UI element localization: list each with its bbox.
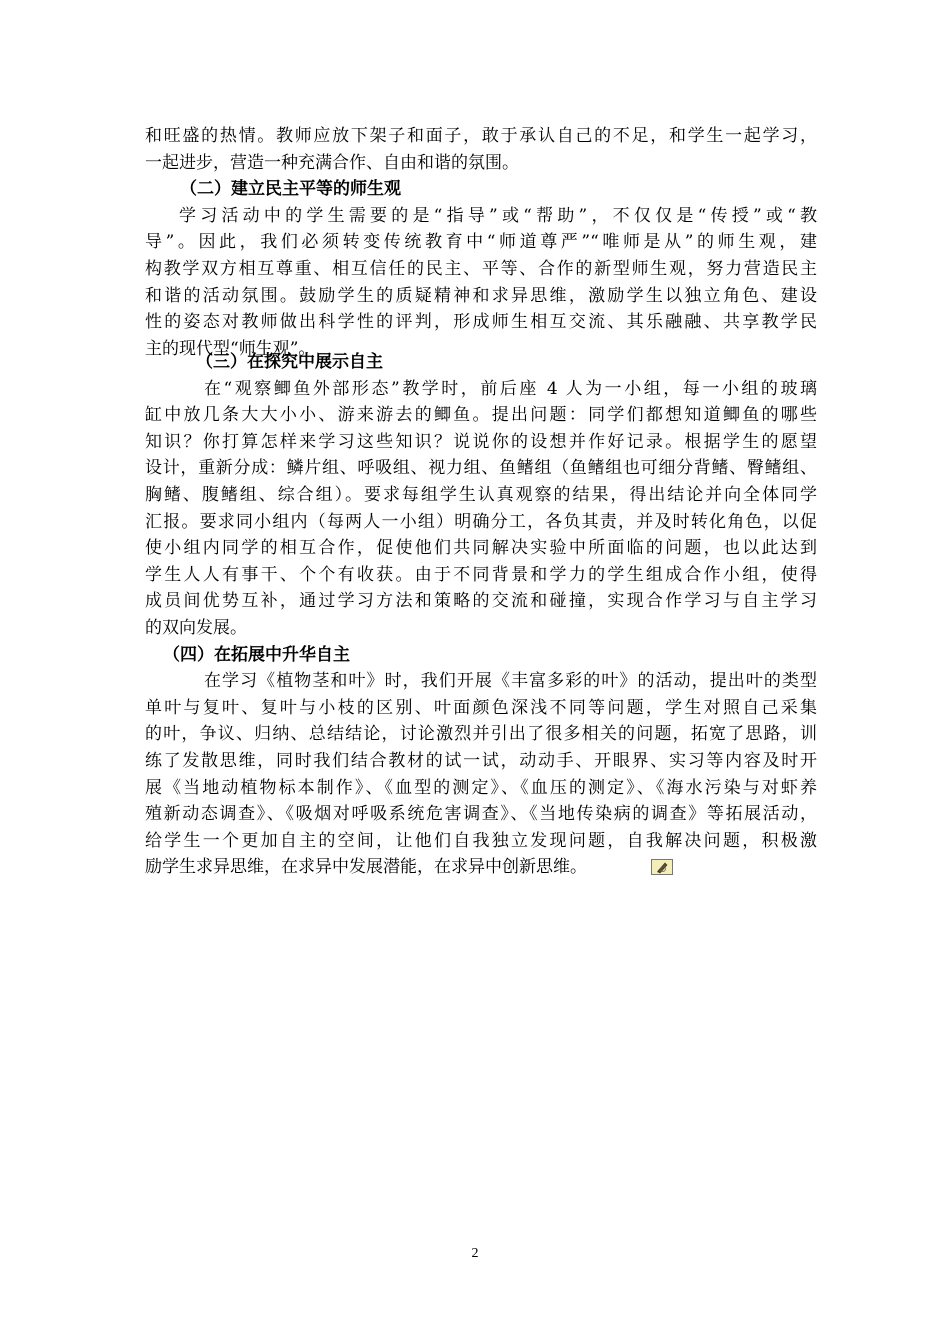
- page-number: 2: [471, 1246, 479, 1261]
- paragraph-line: 学习活动中的学生需要的是“指导”或“帮助”，不仅仅是“传授”或“教: [179, 206, 817, 226]
- paragraph-line: 导”。因此，我们必须转变传统教育中“师道尊严”“唯师是从”的师生观，建: [145, 232, 817, 252]
- paragraph-line: 和旺盛的热情。教师应放下架子和面子，敢于承认自己的不足，和学生一起学习，: [145, 126, 817, 146]
- paragraph-line: 使小组内同学的相互合作，促使他们共同解决实验中所面临的问题，也以此达到: [145, 538, 817, 559]
- paragraph-line: 和谐的活动氛围。鼓励学生的质疑精神和求异思维，激励学生以独立角色、建设: [145, 286, 817, 306]
- paragraph-line: 主的现代型“师生观”。: [145, 339, 316, 359]
- paragraph-line: 的双向发展。: [145, 618, 247, 638]
- paragraph-line: 一起进步，营造一种充满合作、自由和谐的氛围。: [145, 153, 519, 173]
- paragraph-line: 构教学双方相互尊重、相互信任的民主、平等、合作的新型师生观，努力营造民主: [145, 259, 817, 279]
- paragraph-line: 练了发散思维，同时我们结合教材的试一试，动动手、开眼界、实习等内容及时开: [145, 751, 817, 771]
- paragraph-line: 在“观察鲫鱼外部形态”教学时，前后座 4 人为一小组，每一小组的玻璃: [204, 378, 817, 399]
- paragraph-line: 汇报。要求同小组内（每两人一小组）明确分工，各负其责，并及时转化角色，以促: [145, 511, 817, 532]
- paragraph-line: 性的姿态对教师做出科学性的评判，形成师生相互交流、其乐融融、共享教学民: [145, 312, 817, 332]
- section-heading-2: （二）建立民主平等的师生观: [180, 179, 401, 199]
- paragraph-line: 展《当地动植物标本制作》、《血型的测定》、《血压的测定》、《海水污染与对虾养: [145, 777, 817, 798]
- edit-note-icon[interactable]: [651, 859, 673, 875]
- paragraph-line: 的叶，争议、归纳、总结结论，讨论激烈并引出了很多相关的问题，拓宽了思路，训: [145, 724, 817, 745]
- paragraph-line: 知识？你打算怎样来学习这些知识？说说你的设想并作好记录。根据学生的愿望: [145, 431, 817, 452]
- section-heading-4: （四）在拓展中升华自主: [163, 644, 350, 665]
- section-heading-3: （三）在探究中展示自主: [196, 352, 383, 372]
- paragraph-line: 给学生一个更加自主的空间，让他们自我独立发现问题，自我解决问题，积极激: [145, 830, 817, 851]
- paragraph-line: 单叶与复叶、复叶与小枝的区别、叶面颜色深浅不同等问题，学生对照自己采集: [145, 697, 817, 718]
- paragraph-line: 设计，重新分成：鳞片组、呼吸组、视力组、鱼鳍组（鱼鳍组也可细分背鳍、臀鳍组、: [145, 458, 817, 479]
- paragraph-line: 励学生求异思维，在求异中发展潜能，在求异中创新思维。: [145, 857, 587, 878]
- paragraph-line: 缸中放几条大大小小、游来游去的鲫鱼。提出问题：同学们都想知道鲫鱼的哪些: [145, 405, 817, 426]
- paragraph-line: 成员间优势互补，通过学习方法和策略的交流和碰撞，实现合作学习与自主学习: [145, 591, 817, 612]
- paragraph-line: 学生人人有事干、个个有收获。由于不同背景和学力的学生组成合作小组，使得: [145, 564, 817, 585]
- paragraph-line: 在学习《植物茎和叶》时，我们开展《丰富多彩的叶》的活动，提出叶的类型: [204, 671, 817, 692]
- paragraph-line: 胸鳍、腹鳍组、综合组）。要求每组学生认真观察的结果，得出结论并向全体同学: [145, 485, 817, 505]
- paragraph-line: 殖新动态调查》、《吸烟对呼吸系统危害调查》、《当地传染病的调查》等拓展活动，: [145, 804, 817, 825]
